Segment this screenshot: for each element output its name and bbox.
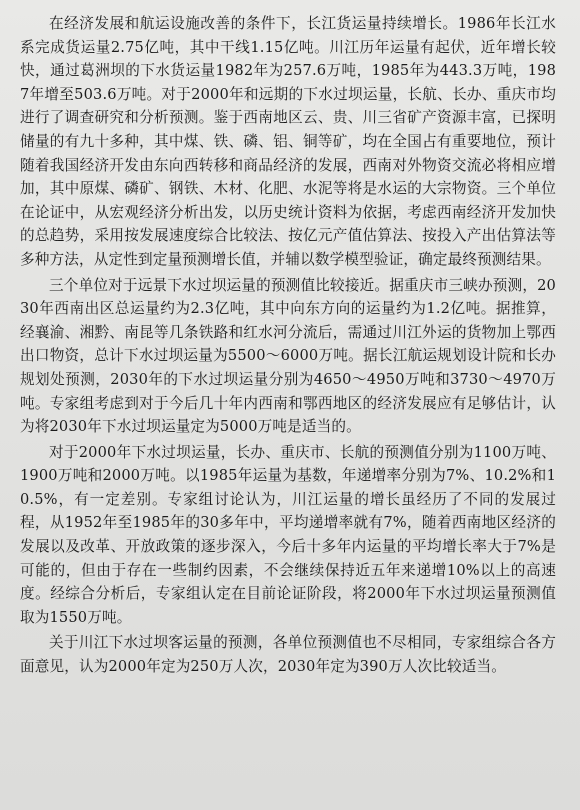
paragraph-passenger-forecast: 关于川江下水过坝客运量的预测，各单位预测值也不尽相同，专家组综合各方面意见，认为2000年定为250万人次，2030年定为390万人次比较适当。 — [20, 634, 556, 676]
paragraph-forecast-2000: 对于2000年下水过坝运量，长办、重庆市、长航的预测值分别为1100万吨、1900万吨和2000万吨。以1985年运量为基数，年递增率分别为7%、10.2%和10.5%，有一定差别。专家组讨论认为，川江运量的增长虽经历了不同的发展过程，从1952年至1985年的30多年中，平均递增率就有7%，随着西南地区经济的发展以及改革、开放政策的逐步深入，今后十多年内运量的平均增长率大于7%是可能的，但由于存在一些制约因素，不会继续保持近五年来递增10%以上的高速度。经综合分析后，专家组认定在目前论证阶段，将2000年下水过坝运量预测值取为1550万吨。 — [20, 443, 556, 626]
paragraph-long-term-forecast-2030: 三个单位对于远景下水过坝运量的预测值比较接近。据重庆市三峡办预测，2030年西南出区总运量约为2.3亿吨，其中向东方向的运量约为1.2亿吨。据推算，经襄渝、湘黔、南昆等几条铁路和红水河分流后，需通过川江外运的货物加上鄂西出口物资，总计下水过坝运量为5500～6000万吨。据长江航运规划设计院和长办规划处预测，2030年的下水过坝运量分别为4650～4950万吨和3730～4970万吨。专家组考虑到对于今后几十年内西南和鄂西地区的经济发展应有足够估计，认为将2030年下水过坝运量定为5000万吨是适当的。 — [20, 276, 556, 436]
paragraph-freight-growth-overview: 在经济发展和航运设施改善的条件下，长江货运量持续增长。1986年长江水系完成货运量2.75亿吨，其中干线1.15亿吨。川江历年运量有起伏，近年增长较快，通过葛洲坝的下水货运量1982年为257.6万吨，1985年为443.3万吨，1987年增至503.6万吨。对于2000年和远期的下水过坝运量，长航、长办、重庆市均进行了调查研究和分析预测。鉴于西南地区云、贵、川三省矿产资源丰富，已探明储量的有九十多种，其中煤、铁、磷、铝、铜等矿，均在全国占有重要地位，预计随着我国经济开发由东向西转移和商品经济的发展，西南对外物资交流必将相应增加，其中原煤、磷矿、钢铁、木材、化肥、水泥等将是水运的大宗物资。三个单位在论证中，从宏观经济分析出发，以历史统计资料为依据，考虑西南经济开发加快的总趋势，采用按发展速度综合比较法、按亿元产值估算法、按投入产出估算法等多种方法，从定性到定量预测增长值，并辅以数学模型验证，确定最终预测结果。 — [20, 15, 556, 268]
